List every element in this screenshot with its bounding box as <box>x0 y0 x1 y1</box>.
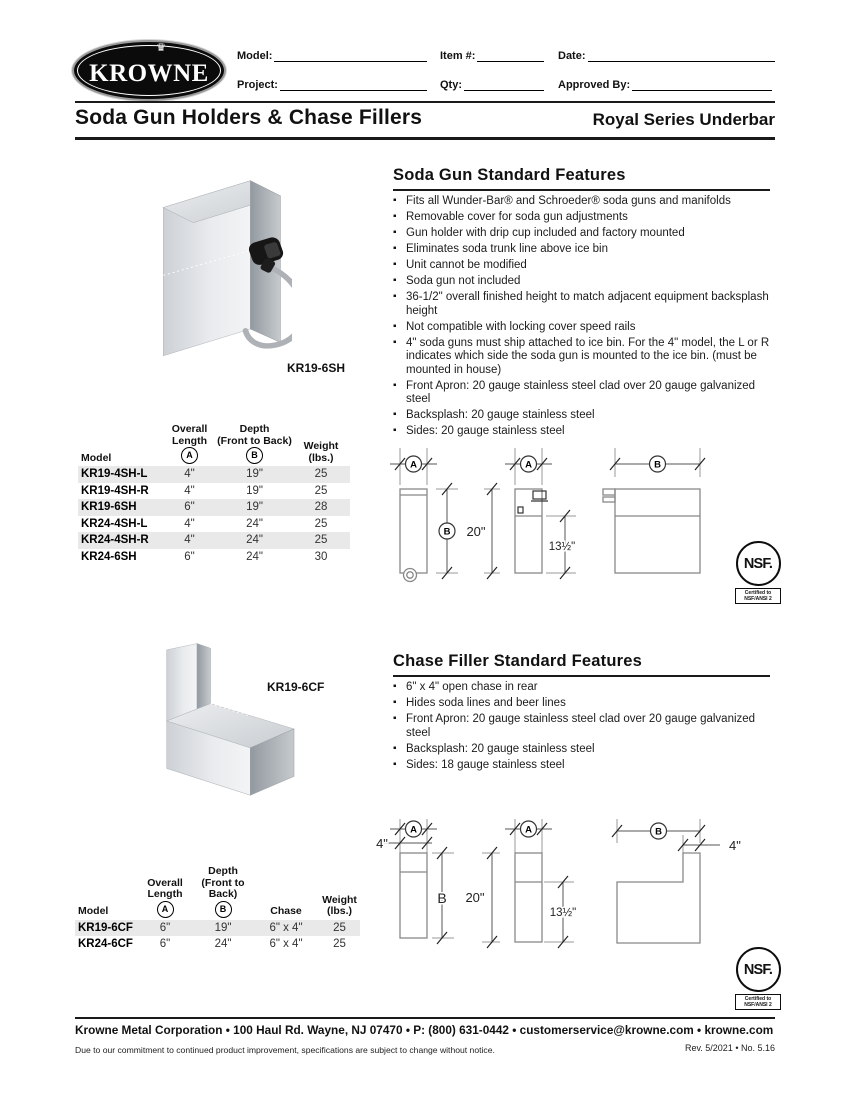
series-title: Royal Series Underbar <box>592 110 775 129</box>
chase-features-list <box>393 681 777 775</box>
footer-contact-line: Krowne Metal Corporation • 100 Haul Rd. Wayne, NJ 07470 • P: (800) 631-0442 • customerservice@krowne.com • krowne.com <box>75 1023 774 1037</box>
col-overall-length: Overall Length A <box>137 866 193 920</box>
model-cell: KR24-6SH <box>81 550 137 563</box>
feature-item: ▪ Fits all Wunder-Bar® and Schroeder® soda guns and manifolds <box>393 195 777 209</box>
product-photo-kr19-6cf <box>142 642 332 800</box>
col-depth: Depth (Front to Back) B <box>193 866 253 920</box>
dimension-ticks <box>395 458 705 579</box>
feature-item: ▪ Hides soda lines and beer lines <box>393 697 777 711</box>
feature-item: ▪ Removable cover for soda gun adjustments <box>393 211 777 225</box>
circled-b: B <box>215 901 232 918</box>
model-cell: KR19-4SH-L <box>81 468 148 481</box>
value-cell: 4" <box>184 484 195 497</box>
value-cell: 25 <box>314 517 328 530</box>
dimension-lines <box>390 464 700 573</box>
value-cell: 24" <box>246 550 263 563</box>
model-cell: KR24-6CF <box>78 938 133 951</box>
table-row <box>78 532 350 549</box>
chase-dimension-diagram <box>372 815 787 960</box>
model-cell: KR24-4SH-R <box>81 534 149 547</box>
page-title: Soda Gun Holders & Chase Fillers <box>75 106 423 129</box>
col-weight: Weight (lbs.) <box>322 893 357 917</box>
value-cell: 6" x 4" <box>269 921 303 934</box>
project-label: Project: <box>237 79 278 91</box>
circled-letters <box>406 821 667 839</box>
chase-table-header-row <box>75 866 360 920</box>
feature-item: ▪ 36-1/2" overall finished height to match adjacent equipment backsplash height <box>393 291 777 318</box>
nsf-circle-icon: NSF. <box>736 541 781 586</box>
chase-section-rule <box>393 675 770 677</box>
table-row <box>78 549 350 566</box>
table-row <box>78 466 350 483</box>
table-row <box>78 516 350 533</box>
value-cell: 6" <box>159 921 171 934</box>
feature-item: ▪ Front Apron: 20 gauge stainless steel clad over 20 gauge galvanized steel <box>393 380 777 407</box>
front-width-dim-label: 4" <box>376 836 388 851</box>
value-cell: 6" <box>159 938 171 951</box>
feature-item: ▪ Backsplash: 20 gauge stainless steel <box>393 743 777 757</box>
value-cell: 19" <box>246 468 263 481</box>
project-field <box>237 76 427 91</box>
svg-text:A: A <box>525 459 532 471</box>
model-blank <box>274 48 427 62</box>
svg-text:B: B <box>655 826 662 838</box>
table-row <box>75 920 360 937</box>
soda-spec-table <box>78 424 350 565</box>
backsplash-front-face <box>167 644 197 721</box>
value-cell: 19" <box>214 921 232 934</box>
model-cell: KR19-6SH <box>81 501 137 514</box>
feature-item: ▪ Unit cannot be modified <box>393 259 777 273</box>
soda-section-rule <box>393 189 770 191</box>
feature-item: ▪ Eliminates soda trunk line above ice bin <box>393 243 777 257</box>
date-blank <box>588 48 775 62</box>
value-cell: 24" <box>214 938 232 951</box>
nsf-circle-icon: NSF. <box>736 947 781 992</box>
partial-height-dim-label: 13½" <box>549 907 577 919</box>
value-cell: 6" <box>184 501 195 514</box>
value-cell: 28 <box>314 501 328 514</box>
feature-item: ▪ Backsplash: 20 gauge stainless steel <box>393 409 777 423</box>
feature-item: ▪ Soda gun not included <box>393 275 777 289</box>
chase-section-title: Chase Filler Standard Features <box>393 652 642 670</box>
depth-dim-label: B <box>437 890 447 906</box>
value-cell: 25 <box>314 484 328 497</box>
value-cell: 24" <box>246 534 263 547</box>
product-photo-kr19-6sh <box>142 170 292 362</box>
model-cell: KR24-4SH-L <box>81 517 148 530</box>
product-label-kr19-6sh: KR19-6SH <box>287 361 346 375</box>
value-cell: 25 <box>333 921 346 934</box>
approved-label: Approved By: <box>558 79 631 91</box>
value-cell: 6" <box>184 550 195 563</box>
approved-blank <box>632 77 772 91</box>
nsf-badge <box>732 541 784 604</box>
qty-blank <box>464 77 544 91</box>
nsf-cert-box: Certified to NSF/ANSI 2 <box>735 588 781 604</box>
value-cell: 25 <box>333 938 346 951</box>
header-rule <box>75 101 775 103</box>
footer-disclaimer: Due to our commitment to continued product improvement, specifications are subject to change without notice. <box>75 1045 495 1055</box>
item-blank <box>477 48 544 62</box>
value-cell: 4" <box>184 468 195 481</box>
value-cell: 6" x 4" <box>269 938 303 951</box>
col-weight: Weight (lbs.) <box>303 440 339 464</box>
project-blank <box>280 77 427 91</box>
value-cell: 19" <box>246 484 263 497</box>
col-model: Model <box>81 451 112 464</box>
feature-item: ▪ Sides: 18 gauge stainless steel <box>393 759 777 773</box>
value-cell: 30 <box>314 550 328 563</box>
feature-item: ▪ Gun holder with drip cup included and factory mounted <box>393 227 777 241</box>
soda-dimension-diagram <box>388 445 788 600</box>
nsf-cert-box: Certified to NSF/ANSI 2 <box>735 994 781 1010</box>
item-label: Item #: <box>440 50 476 62</box>
svg-text:B: B <box>654 459 661 471</box>
value-cell: 19" <box>246 501 263 514</box>
svg-text:A: A <box>410 824 417 836</box>
soda-section-title: Soda Gun Standard Features <box>393 166 626 184</box>
value-cell: 4" <box>184 517 195 530</box>
model-field <box>237 47 427 62</box>
col-chase: Chase <box>270 905 302 917</box>
date-label: Date: <box>558 50 586 62</box>
footer-rule <box>75 1017 775 1019</box>
circled-a: A <box>157 901 174 918</box>
partial-height-dim-label: 13½" <box>548 541 576 553</box>
gun-holder-glyph <box>518 491 548 513</box>
date-field <box>558 47 775 62</box>
feature-item: ▪ 4" soda guns must ship attached to ice bin. For the 4" model, the L or R indicates which side the soda gun is mounted to the ice bin. (must be mounted in house) <box>393 337 777 378</box>
value-cell: 4" <box>184 534 195 547</box>
table-row <box>78 499 350 516</box>
footer-revision: Rev. 5/2021 • No. 5.16 <box>684 1043 775 1053</box>
title-rule <box>75 137 775 140</box>
col-model: Model <box>78 905 109 917</box>
table-row <box>78 483 350 500</box>
item-field <box>440 47 544 62</box>
chase-spec-table <box>75 866 360 953</box>
krowne-logo <box>72 40 226 101</box>
table-row <box>75 936 360 953</box>
model-label: Model: <box>237 50 273 62</box>
feature-item: ▪ Not compatible with locking cover speed rails <box>393 321 777 335</box>
height-dim-label: 20" <box>466 524 486 539</box>
soda-features-list <box>393 195 777 441</box>
qty-field <box>440 76 544 91</box>
product-label-kr19-6cf: KR19-6CF <box>267 680 325 694</box>
svg-text:B: B <box>443 526 451 538</box>
nsf-badge <box>732 947 784 1010</box>
svg-text:A: A <box>410 459 417 471</box>
col-depth: Depth (Front to Back) B <box>217 424 292 466</box>
qty-label: Qty: <box>440 79 462 91</box>
value-cell: 24" <box>246 517 263 530</box>
logo-ring <box>77 42 221 96</box>
model-cell: KR19-6CF <box>78 921 133 934</box>
rear-width-dim-label: 4" <box>729 838 741 853</box>
col-overall-length: Overall Length A <box>162 424 217 466</box>
feature-item: ▪ Front Apron: 20 gauge stainless steel clad over 20 gauge galvanized steel <box>393 713 777 740</box>
value-cell: 25 <box>314 468 328 481</box>
height-dim-label: 20" <box>465 890 485 905</box>
circled-a: A <box>181 447 198 464</box>
svg-text:A: A <box>525 824 532 836</box>
circled-letters <box>406 456 666 539</box>
approved-field <box>558 76 772 91</box>
circled-b: B <box>246 447 263 464</box>
feature-item: ▪ 6" x 4" open chase in rear <box>393 681 777 695</box>
backsplash-side-face <box>197 644 210 710</box>
logo-wordmark: KROWNE <box>89 59 209 87</box>
feature-item: ▪ Sides: 20 gauge stainless steel <box>393 425 777 439</box>
model-cell: KR19-4SH-R <box>81 484 149 497</box>
soda-table-header-row <box>78 424 350 466</box>
value-cell: 25 <box>314 534 328 547</box>
crown-icon: ♛ <box>156 42 166 54</box>
